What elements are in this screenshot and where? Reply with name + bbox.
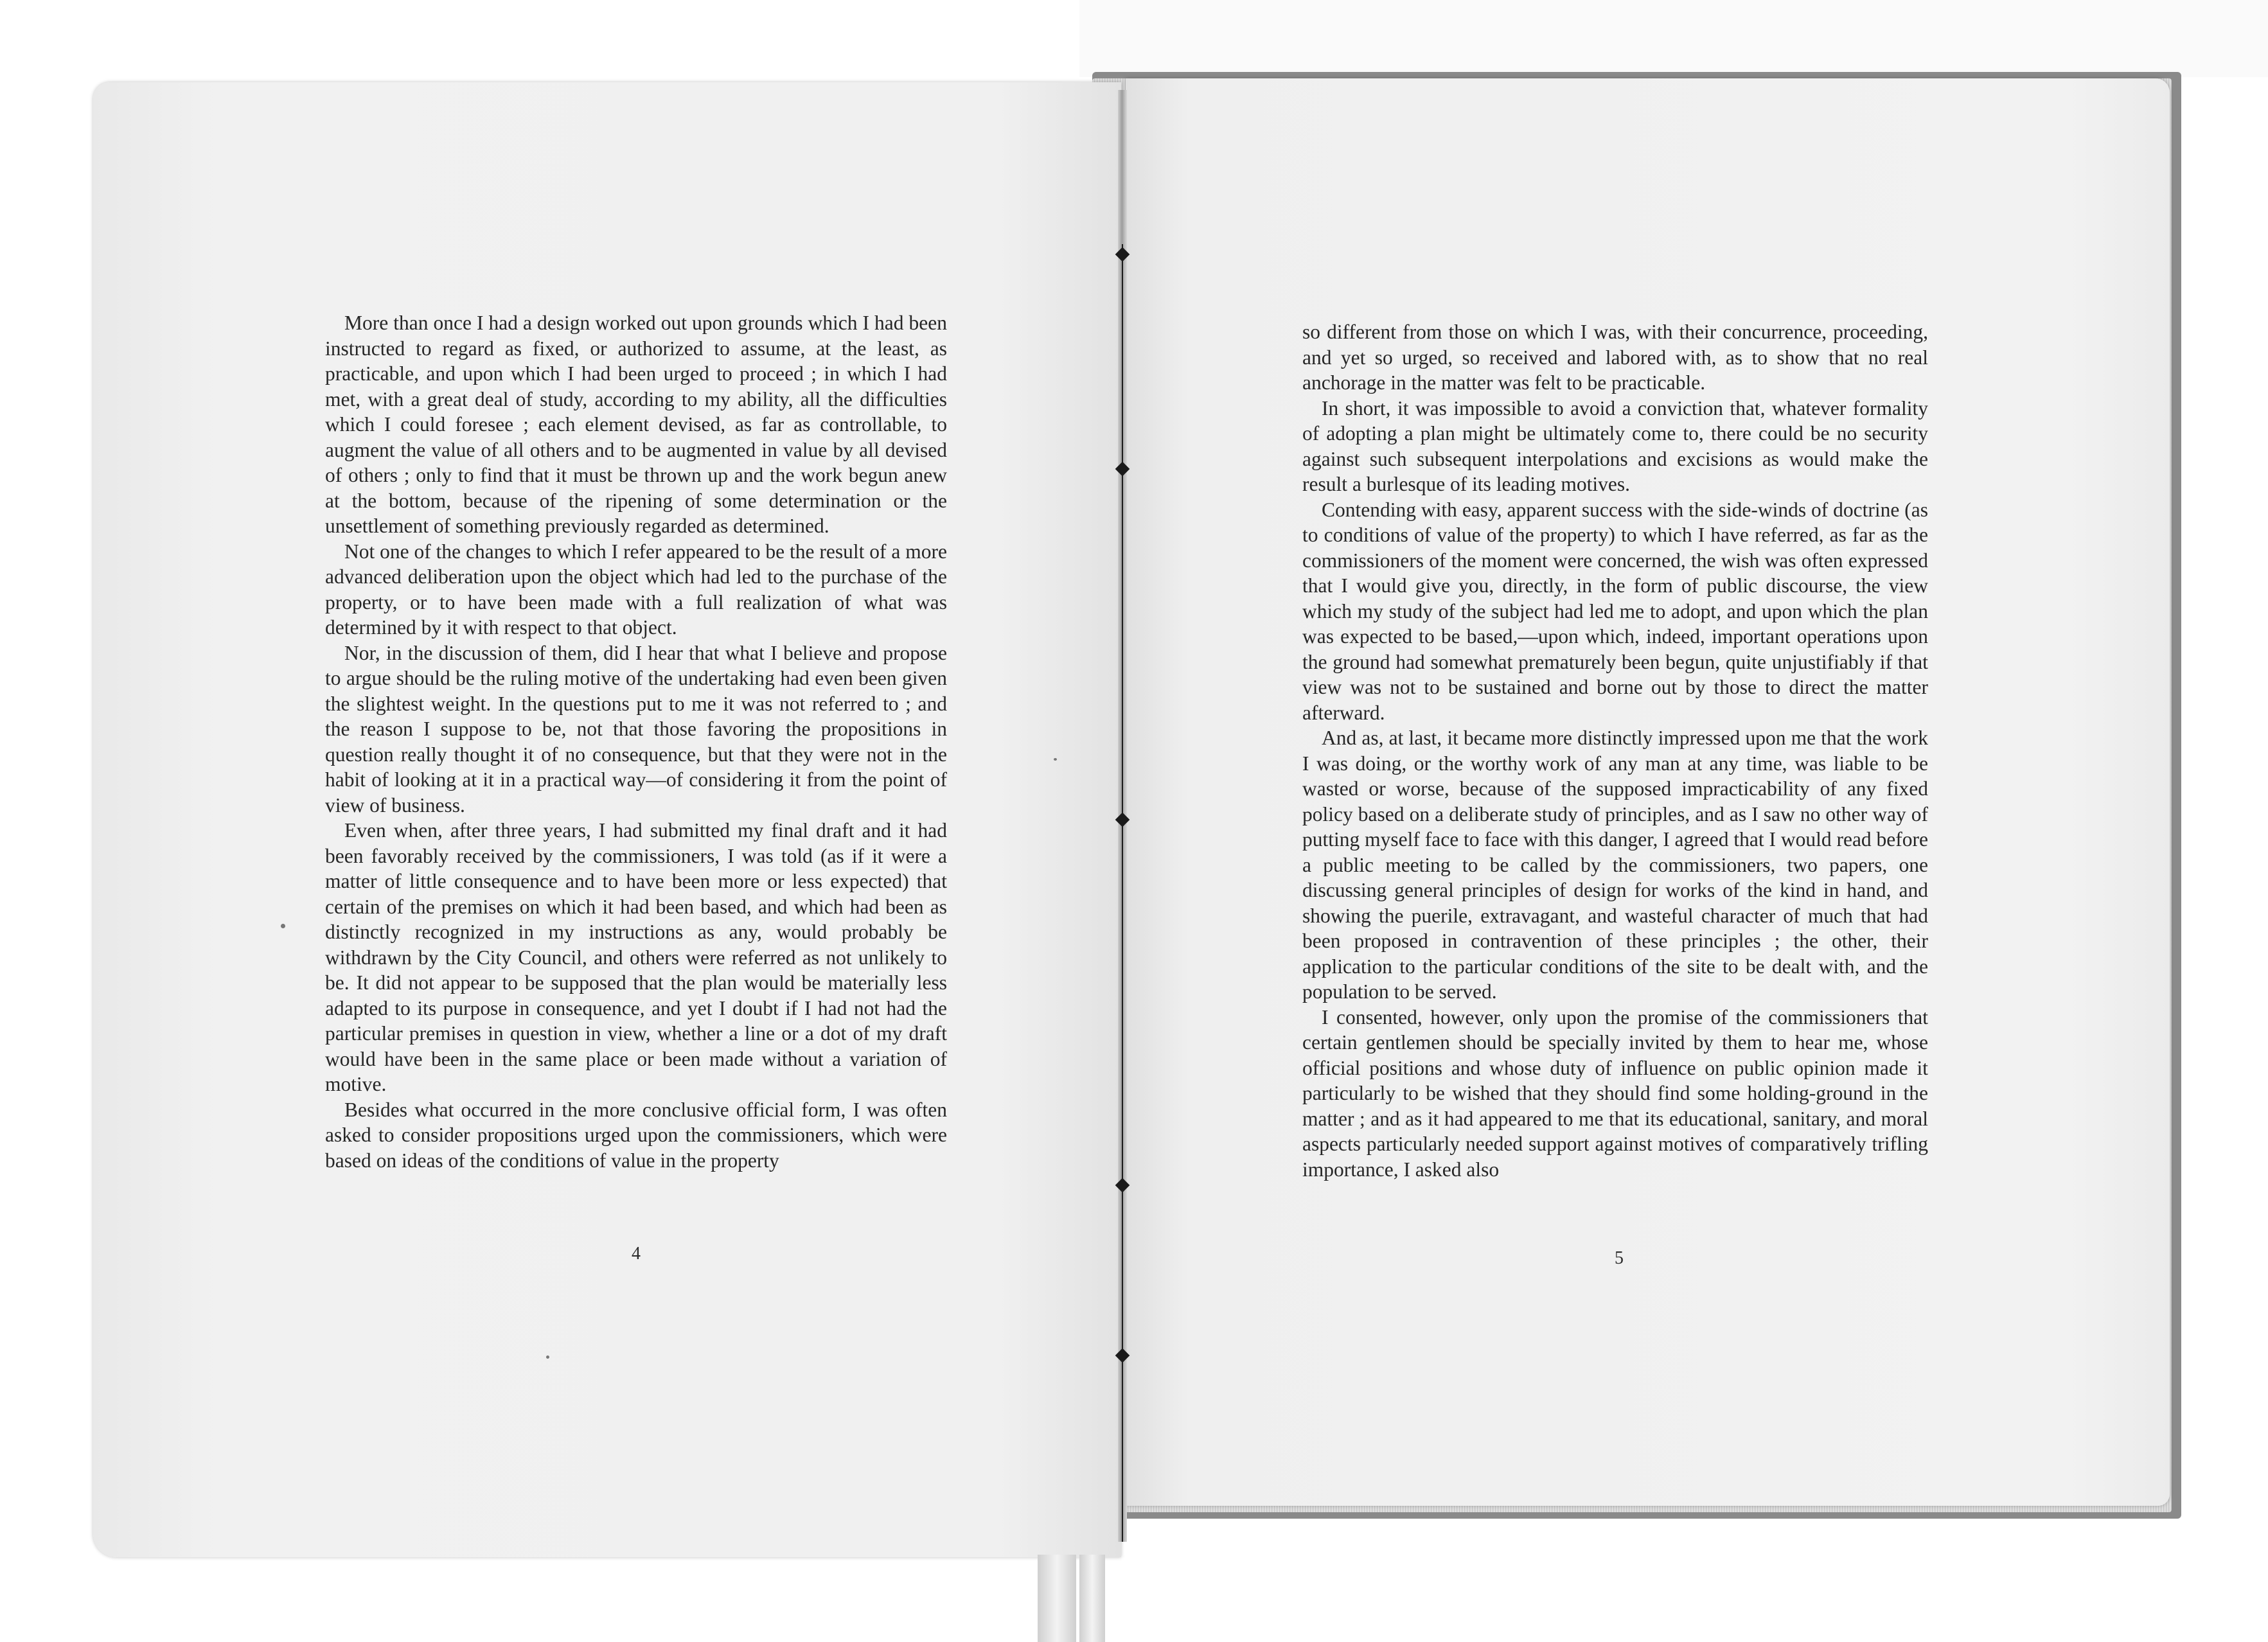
paragraph: I consented, however, only upon the promise of the commissioners that certain gentlemen should be specially invited by them to hear me, whose official positions and whose duty of influence on public opinion made it particularly to be wished that they should find some holding-ground in the matter ; and as it had appeared to me that its educational, sanitary, and moral aspects particularly needed support against motives of comparatively trifling importance, I asked also xyxy=(1302,1005,1928,1181)
page-number: 4 xyxy=(632,1244,641,1264)
right-page-text xyxy=(1302,319,1928,1182)
left-page-text xyxy=(325,310,947,1173)
paragraph: Nor, in the discussion of them, did I hear that what I believe and propose to argue should be the ruling motive of the undertaking had even been given the slightest weight. In the questions put to me it was not referred to ; and the reason I suppose to be, not that those favoring the propositions in question really thought it of no consequence, but that they were not in the habit of looking at it in a practical way—of considering it from the point of view of business. xyxy=(325,641,947,817)
paper-speck xyxy=(546,1355,549,1359)
bookmark-ribbon xyxy=(1038,1555,1076,1642)
page-number: 5 xyxy=(1615,1248,1624,1268)
paragraph: Besides what occurred in the more conclusive official form, I was often asked to consider propositions urged upon the commissioners, which were based on ideas of the conditions of value in the property xyxy=(325,1098,947,1172)
paragraph-continuation: so different from those on which I was, with their concurrence, proceeding, and yet so urged, so received and labored with, as to show that no real anchorage in the matter was felt to be practicable. xyxy=(1302,321,1928,394)
background-strip xyxy=(1079,0,2268,77)
paragraph: Not one of the changes to which I refer appeared to be the result of a more advanced deliberation upon the object which had led to the purchase of the property, or to have been made with a full realization of what was determined by it with respect to that object. xyxy=(325,540,947,639)
paragraph: In short, it was impossible to avoid a conviction that, whatever formality of adopting a plan might be ultimately come to, there could be no security against such subsequent interpolations and excisions as would make the result a burlesque of its leading motives. xyxy=(1302,396,1928,495)
paragraph: More than once I had a design worked out upon grounds which I had been instructed to regard as fixed, or authorized to assume, at the least, as practicable, and upon which I had been urged to proceed ; in which I had met, with a great deal of study, according to my ability, all the difficulties which I could foresee ; each element devised, as far as controllable, to augment the value of all others and to be augmented in value by all devised of others ; only to find that it must be thrown up and the work begun anew at the bottom, because of the ripening of some determination or the unsettlement of something previously regarded as determined. xyxy=(325,312,947,537)
binding-thread xyxy=(1122,244,1123,1542)
paragraph: Contending with easy, apparent success with the side-winds of doctrine (as to conditions of value of the property) to which I have referred, as far as the commissioners of the moment were concerned, the wish was often expressed that I would give you, directly, in the form of public discourse, the view which my study of the subject had led me to adopt, and upon which the plan was expected to be based,—upon which, indeed, important operations upon the ground had somewhat prematurely been begun, quite unjustifiably if that view was not to be sustained and borne out by those to direct the matter afterward. xyxy=(1302,498,1928,724)
bookmark-ribbon xyxy=(1079,1555,1105,1642)
paragraph: And as, at last, it became more distinctly impressed upon me that the work I was doing, or the worthy work of any man at any time, was liable to be wasted or worse, because of the supposed impracticability of any fixed policy based on a deliberate study of principles, and as I saw no other way of putting myself face to face with this danger, I agreed that I would read before a public meeting to be called by the commissioners, two papers, one discussing general principles of design for works of the kind in hand, and showing the puerile, extravagant, and wasteful character of much that had been proposed in contravention of these principles ; the other, their application to the particular conditions of the site to be dealt with, and the population to be served. xyxy=(1302,727,1928,1003)
paper-speck xyxy=(1054,758,1057,761)
paper-speck xyxy=(281,924,285,928)
paragraph: Even when, after three years, I had submitted my final draft and it had been favorably received by the commissioners, I was told (as if it were a matter of little consequence and to have been more or less expected) that certain of the premises on which it had been based, and which had been as distinctly recognized in my instructions as any, would probably be withdrawn by the City Council, and others were referred as not unlikely to be. It did not appear to be supposed that the plan would be materially less adapted to its purpose in consequence, and yet I doubt if I had not had the particular premises in question in view, whether a line or a dot of my draft would have been in the same place or been made without a variation of motive. xyxy=(325,819,947,1095)
